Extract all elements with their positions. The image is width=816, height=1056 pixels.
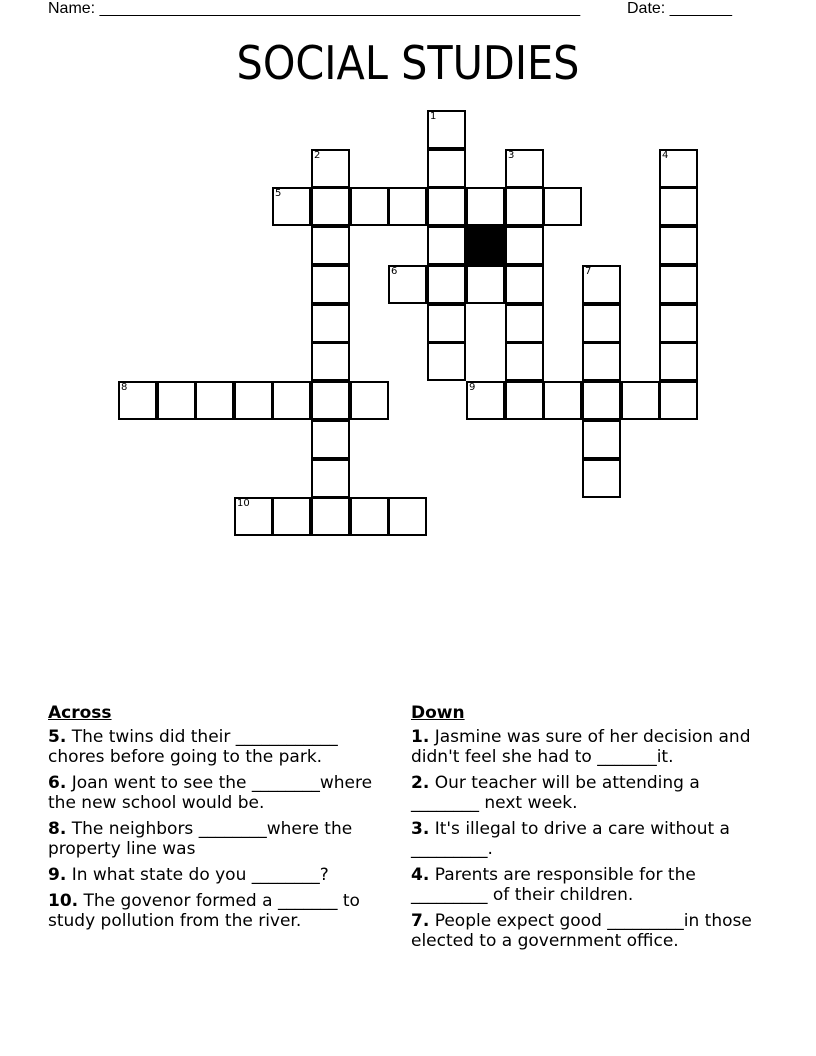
- crossword-cell[interactable]: [311, 265, 350, 304]
- crossword-cell[interactable]: [505, 381, 544, 420]
- crossword-cell[interactable]: [311, 187, 350, 226]
- crossword-cell[interactable]: [427, 342, 466, 381]
- clue-text: It's illegal to drive a care without a _________.: [411, 819, 730, 859]
- name-field-label: Name: ______________________________________________________: [48, 0, 581, 17]
- clue-number: 1.: [411, 727, 430, 747]
- clue-number: 8.: [48, 819, 67, 839]
- crossword-cell[interactable]: [659, 149, 698, 188]
- cell-number: 2: [314, 150, 321, 161]
- clue-text: The govenor formed a _______ to study pollution from the river.: [48, 891, 360, 931]
- crossword-cell[interactable]: [195, 381, 234, 420]
- crossword-cell[interactable]: [388, 187, 427, 226]
- crossword-cell[interactable]: [582, 420, 621, 459]
- cell-number: 8: [121, 382, 128, 393]
- crossword-cell[interactable]: [582, 381, 621, 420]
- crossword-cell[interactable]: [659, 265, 698, 304]
- cell-number: 4: [662, 150, 669, 161]
- crossword-cell[interactable]: [388, 497, 427, 536]
- date-field-label: Date: _______: [627, 0, 732, 17]
- down-clue: [411, 865, 771, 905]
- crossword-cell[interactable]: [272, 187, 311, 226]
- crossword-cell[interactable]: [659, 342, 698, 381]
- clue-text: Parents are responsible for the _________ of their children.: [411, 865, 696, 905]
- cell-number: 9: [469, 382, 476, 393]
- across-clue: [48, 891, 393, 931]
- clue-number: 4.: [411, 865, 430, 885]
- crossword-cell[interactable]: [427, 110, 466, 149]
- crossword-cell[interactable]: [543, 381, 582, 420]
- clue-text: The neighbors ________where the property line was: [48, 819, 353, 859]
- crossword-cell[interactable]: [427, 304, 466, 343]
- down-clue: [411, 727, 771, 767]
- crossword-cell[interactable]: [234, 381, 273, 420]
- down-clues: [411, 702, 771, 957]
- crossword-cell[interactable]: [427, 226, 466, 265]
- crossword-cell[interactable]: [466, 381, 505, 420]
- crossword-cell[interactable]: [466, 265, 505, 304]
- down-clue: [411, 911, 771, 951]
- crossword-cell[interactable]: [582, 459, 621, 498]
- crossword-cell[interactable]: [466, 187, 505, 226]
- crossword-cell[interactable]: [505, 304, 544, 343]
- across-clue: [48, 773, 393, 813]
- crossword-cell[interactable]: [659, 226, 698, 265]
- clue-number: 3.: [411, 819, 430, 839]
- across-clue: [48, 819, 393, 859]
- crossword-cell[interactable]: [427, 149, 466, 188]
- down-clue: [411, 773, 771, 813]
- crossword-cell[interactable]: [659, 381, 698, 420]
- clue-text: Our teacher will be attending a ________ next week.: [411, 773, 700, 813]
- across-clue: [48, 865, 393, 885]
- crossword-cell[interactable]: [311, 381, 350, 420]
- crossword-cell[interactable]: [505, 187, 544, 226]
- down-heading: Down: [411, 703, 465, 723]
- crossword-cell[interactable]: [311, 226, 350, 265]
- crossword-cell[interactable]: [234, 497, 273, 536]
- crossword-cell[interactable]: [427, 265, 466, 304]
- crossword-cell[interactable]: [505, 149, 544, 188]
- crossword-cell[interactable]: [427, 187, 466, 226]
- cell-number: 6: [391, 266, 398, 277]
- clue-number: 7.: [411, 911, 430, 931]
- clue-text: In what state do you ________?: [71, 865, 329, 885]
- cell-number: 7: [585, 266, 592, 277]
- cell-number: 1: [430, 111, 437, 122]
- crossword-cell[interactable]: [350, 381, 389, 420]
- crossword-cell[interactable]: [311, 420, 350, 459]
- across-clue: [48, 727, 393, 767]
- clue-text: People expect good _________in those elected to a government office.: [411, 911, 752, 951]
- clue-number: 2.: [411, 773, 430, 793]
- page-title: SOCIAL STUDIES: [236, 36, 580, 90]
- crossword-cell[interactable]: [272, 497, 311, 536]
- clue-text: The twins did their ____________ chores before going to the park.: [48, 727, 338, 767]
- clue-number: 6.: [48, 773, 67, 793]
- down-clue: [411, 819, 771, 859]
- crossword-cell[interactable]: [388, 265, 427, 304]
- crossword-cell[interactable]: [350, 187, 389, 226]
- crossword-cell[interactable]: [311, 342, 350, 381]
- crossword-cell[interactable]: [659, 187, 698, 226]
- crossword-cell[interactable]: [350, 497, 389, 536]
- crossword-cell[interactable]: [311, 149, 350, 188]
- crossword-cell[interactable]: [311, 497, 350, 536]
- clue-number: 10.: [48, 891, 79, 911]
- clue-number: 5.: [48, 727, 67, 747]
- crossword-cell[interactable]: [272, 381, 311, 420]
- clue-number: 9.: [48, 865, 67, 885]
- crossword-cell[interactable]: [582, 265, 621, 304]
- crossword-cell[interactable]: [543, 187, 582, 226]
- crossword-cell[interactable]: [505, 226, 544, 265]
- crossword-cell[interactable]: [505, 342, 544, 381]
- crossword-cell[interactable]: [311, 304, 350, 343]
- clue-text: Joan went to see the ________where the new school would be.: [48, 773, 373, 813]
- cell-number: 5: [275, 188, 282, 199]
- crossword-black-cell: [466, 226, 505, 265]
- across-clues: [48, 702, 393, 937]
- crossword-cell[interactable]: [659, 304, 698, 343]
- crossword-cell[interactable]: [118, 381, 157, 420]
- crossword-cell[interactable]: [582, 304, 621, 343]
- crossword-cell[interactable]: [582, 342, 621, 381]
- crossword-cell[interactable]: [505, 265, 544, 304]
- crossword-cell[interactable]: [311, 459, 350, 498]
- clue-text: Jasmine was sure of her decision and didn't feel she had to _______it.: [411, 727, 751, 767]
- cell-number: 10: [237, 498, 250, 509]
- crossword-cell[interactable]: [157, 381, 196, 420]
- across-heading: Across: [48, 703, 112, 723]
- cell-number: 3: [508, 150, 515, 161]
- crossword-cell[interactable]: [621, 381, 660, 420]
